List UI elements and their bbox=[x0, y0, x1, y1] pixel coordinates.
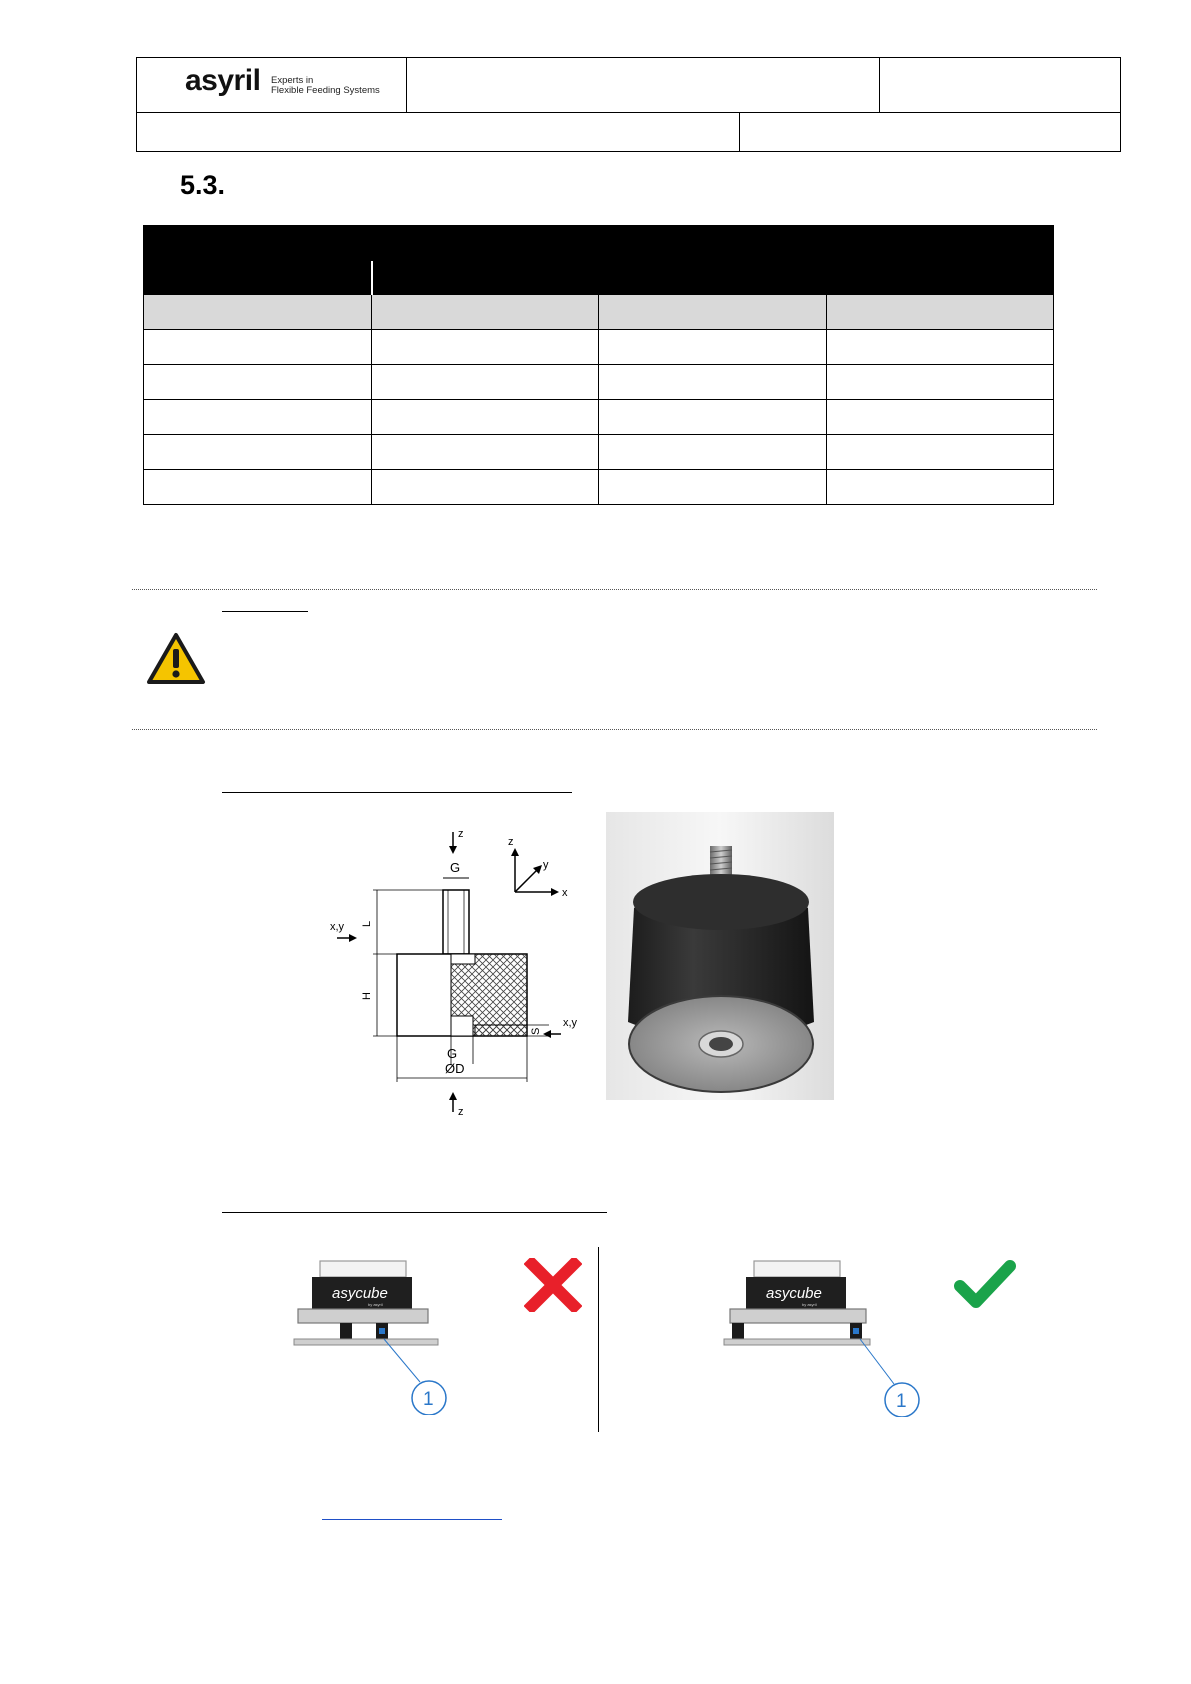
table-cell bbox=[371, 330, 599, 365]
table-cell bbox=[143, 435, 371, 470]
asycube-right-mounting bbox=[722, 1255, 922, 1417]
section-number: 5.3. bbox=[180, 170, 226, 200]
header-title-cell bbox=[406, 57, 881, 114]
brand-label-right: asycube bbox=[766, 1285, 822, 1302]
table-cell bbox=[143, 295, 371, 330]
table-cell bbox=[826, 470, 1055, 505]
tagline-line-1: Experts in bbox=[271, 75, 314, 86]
vibration-mount-drawing bbox=[325, 820, 590, 1120]
spec-table bbox=[143, 225, 1054, 505]
figure1-caption-underline bbox=[222, 792, 572, 793]
table-cell bbox=[143, 470, 371, 505]
table-cell bbox=[598, 400, 826, 435]
table-cell bbox=[598, 365, 826, 400]
axis-z: z bbox=[508, 836, 514, 848]
reference-link[interactable] bbox=[322, 1519, 502, 1520]
table-row bbox=[143, 470, 1054, 505]
label-xy-left: x,y bbox=[330, 921, 345, 933]
label-z-bottom: z bbox=[458, 1106, 464, 1118]
header-subtitle-cell bbox=[136, 112, 741, 152]
asycube-wrong-mounting bbox=[290, 1255, 450, 1415]
axis-y: y bbox=[543, 859, 549, 871]
label-s: S bbox=[530, 1027, 542, 1035]
table-cell bbox=[826, 435, 1055, 470]
wrong-cross-icon bbox=[524, 1258, 582, 1312]
header-page-cell bbox=[739, 112, 1121, 152]
table-cell bbox=[371, 435, 599, 470]
sub-brand-label-right: by asyril bbox=[802, 1302, 817, 1307]
tagline-line-2: Flexible Feeding Systems bbox=[271, 85, 380, 96]
table-row bbox=[143, 400, 1054, 435]
table-row bbox=[143, 435, 1054, 470]
table-cell bbox=[598, 295, 826, 330]
warning-top-divider bbox=[132, 589, 1097, 590]
correct-check-icon bbox=[954, 1258, 1016, 1312]
company-logo bbox=[185, 64, 260, 98]
label-z-top: z bbox=[458, 828, 464, 840]
figure2-vertical-divider bbox=[598, 1247, 599, 1432]
axis-x: x bbox=[562, 887, 568, 899]
table-cell bbox=[143, 365, 371, 400]
table-cell bbox=[826, 295, 1055, 330]
callout-right: 1 bbox=[896, 1391, 907, 1412]
table-cell bbox=[826, 400, 1055, 435]
header-logo-cell bbox=[136, 57, 408, 114]
vibration-mount-photo bbox=[606, 812, 834, 1100]
table-cell bbox=[143, 400, 371, 435]
table-cell bbox=[598, 470, 826, 505]
table-row bbox=[143, 365, 1054, 400]
sub-brand-label-wrong: by asyril bbox=[368, 1302, 383, 1307]
logo-text: asyril bbox=[185, 64, 261, 97]
table-cell bbox=[826, 330, 1055, 365]
table-header bbox=[143, 225, 1054, 295]
table-cell bbox=[371, 470, 599, 505]
table-subheader-row bbox=[143, 295, 1054, 330]
label-g-top: G bbox=[450, 860, 461, 875]
table-cell bbox=[371, 400, 599, 435]
table-row bbox=[143, 330, 1054, 365]
label-od: ØD bbox=[445, 1061, 465, 1076]
table-cell bbox=[371, 295, 599, 330]
label-xy-right: x,y bbox=[563, 1017, 578, 1029]
table-cell bbox=[598, 435, 826, 470]
brand-label-wrong: asycube bbox=[332, 1285, 388, 1302]
table-header-divider bbox=[371, 261, 373, 295]
label-g-bottom: G bbox=[447, 1046, 458, 1061]
table-cell bbox=[371, 365, 599, 400]
logo-tagline bbox=[271, 76, 380, 96]
table-cell bbox=[143, 330, 371, 365]
figure2-caption-underline bbox=[222, 1212, 607, 1213]
warning-bottom-divider bbox=[132, 729, 1097, 730]
callout-wrong: 1 bbox=[423, 1389, 434, 1410]
table-cell bbox=[826, 365, 1055, 400]
label-h: H bbox=[361, 992, 373, 1000]
label-l: L bbox=[361, 920, 373, 927]
warning-triangle-icon bbox=[146, 632, 206, 686]
warning-heading-underline bbox=[222, 611, 308, 612]
header-ref-cell bbox=[879, 57, 1121, 114]
table-cell bbox=[598, 330, 826, 365]
